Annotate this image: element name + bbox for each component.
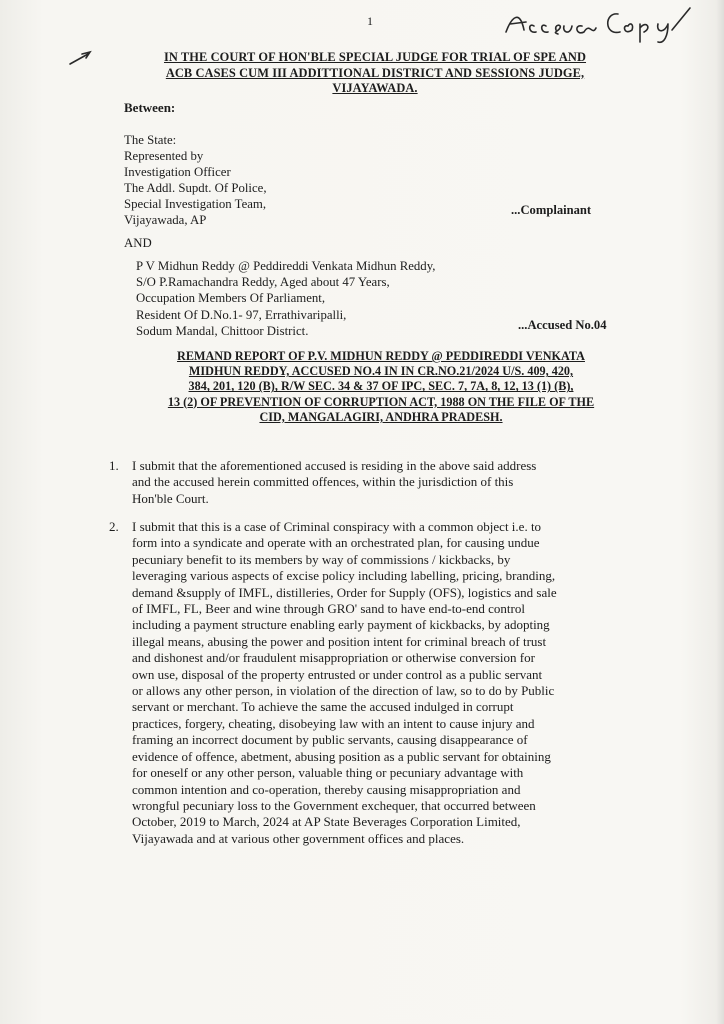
accused-line: P V Midhun Reddy @ Peddireddi Venkata Midhun Reddy, — [136, 259, 436, 273]
complainant-label: ...Complainant — [511, 203, 592, 217]
remand-report-heading — [134, 349, 628, 425]
court-heading-line: IN THE COURT OF HON'BLE SPECIAL JUDGE FOR TRIAL OF SPE AND — [163, 50, 587, 64]
accused-line: Occupation Members Of Parliament, — [136, 291, 326, 306]
paragraph-line: Hon'ble Court. — [132, 490, 209, 506]
remand-heading-line: MIDHUN REDDY, ACCUSED NO.4 IN IN CR.NO.21/2024 U/S. 409, 420, — [188, 364, 574, 379]
paragraph-number: 2. — [109, 519, 119, 534]
accused-label: ...Accused No.04 — [518, 318, 607, 332]
accused-address — [136, 258, 435, 339]
paragraph-line: October, 2019 to March, 2024 at AP State Beverages Corporation Limited, — [132, 814, 521, 830]
paragraph-line: evidence of offence, abetment, abusing position as a public servant for obtaining — [132, 748, 551, 764]
complainant-line: Vijayawada, AP — [124, 213, 207, 227]
accused-line: Resident Of D.No.1- 97, Errathivaripalli, — [136, 307, 347, 322]
paragraph-line: form into a syndicate and operate with an orchestrated plan, for causing undue — [132, 535, 540, 551]
paragraph-line: and the accused herein committed offences, within the jurisdiction of this — [132, 474, 514, 490]
paragraph-line: servant or merchant. To achieve the same the accused indulged in corrupt — [132, 699, 514, 715]
paragraph-line: I submit that the aforementioned accused is residing in the above said address — [132, 458, 537, 473]
complainant-line: Special Investigation Team, — [124, 197, 267, 211]
complainant-line: The State: — [124, 133, 177, 147]
paragraph-line: or allows any other person, in violation of the direction of law, so to do by Public — [132, 683, 555, 699]
paragraph-line: practices, forgery, cheating, disobeying law with an intent to cause injury and — [132, 715, 535, 731]
handwritten-note-accused-copy — [500, 2, 700, 46]
complainant-line: Investigation Officer — [124, 165, 231, 179]
paragraph-line: illegal means, abusing the power and position intent for criminal breach of trust — [132, 633, 547, 649]
complainant-line: Represented by — [124, 149, 204, 163]
paragraph-line: common intention and co-operation, thereby causing misappropriation and — [132, 781, 521, 797]
paragraph-line: leveraging various aspects of excise policy including labelling, pricing, branding, — [132, 568, 556, 584]
between-label: Between: — [124, 100, 176, 115]
paragraph-2 — [109, 519, 627, 847]
margin-pen-mark — [68, 46, 94, 66]
paragraph-line: including a payment structure enabling early payment of kickbacks, by adopting — [132, 617, 550, 633]
paragraph-1 — [109, 458, 622, 507]
remand-heading-line: 384, 201, 120 (B), R/W SEC. 34 & 37 OF IPC, SEC. 7, 7A, 8, 12, 13 (1) (B), — [188, 379, 574, 394]
remand-heading-line: REMAND REPORT OF P.V. MIDHUN REDDY @ PEDDIREDDI VENKATA — [177, 349, 585, 363]
complainant-line: The Addl. Supdt. Of Police, — [124, 181, 267, 195]
paragraph-line: framing an incorrect document by public servants, causing disappearance of — [132, 732, 528, 748]
complainant-address — [124, 132, 267, 228]
remand-heading-line: 13 (2) OF PREVENTION OF CORRUPTION ACT, 1988 ON THE FILE OF THE — [167, 394, 595, 409]
paragraph-line: wrongful pecuniary loss to the Government exchequer, that occurred between — [132, 797, 536, 813]
paragraph-line: for oneself or any other person, valuable thing or pecuniary advantage with — [132, 765, 524, 781]
accused-line: S/O P.Ramachandra Reddy, Aged about 47 Years, — [136, 275, 390, 290]
paragraph-number: 1. — [109, 458, 119, 473]
paragraph-line: and dishonest and/or fraudulent misappropriation or otherwise conversion for — [132, 650, 535, 666]
paragraph-line: I submit that this is a case of Criminal conspiracy with a common object i.e. to — [132, 519, 542, 534]
accused-line: Sodum Mandal, Chittoor District. — [136, 323, 309, 338]
scan-shadow-edge — [716, 0, 724, 1024]
paragraph-line: demand &supply of IMFL, distilleries, Order for Supply (OFS), logistics and sale — [132, 584, 557, 600]
paragraph-line: pecuniary benefit to its members by way of commissions / kickbacks, by — [132, 551, 511, 567]
court-heading — [120, 50, 630, 97]
and-separator: AND — [124, 236, 152, 250]
court-heading-line: VIJAYAWADA. — [332, 81, 418, 95]
court-heading-line: ACB CASES CUM III ADDITTIONAL DISTRICT AND SESSIONS JUDGE, — [165, 65, 585, 80]
remand-heading-line: CID, MANGALAGIRI, ANDHRA PRADESH. — [259, 409, 503, 424]
paragraph-line: of IMFL, FL, Beer and wine through GRO' sand to have end-to-end control — [132, 601, 525, 617]
paragraph-line: own use, disposal of the property entrusted or under control as a public servant — [132, 666, 543, 682]
page-number: 1 — [367, 14, 373, 28]
paragraph-line: Vijayawada and at various other government offices and places. — [132, 830, 465, 846]
